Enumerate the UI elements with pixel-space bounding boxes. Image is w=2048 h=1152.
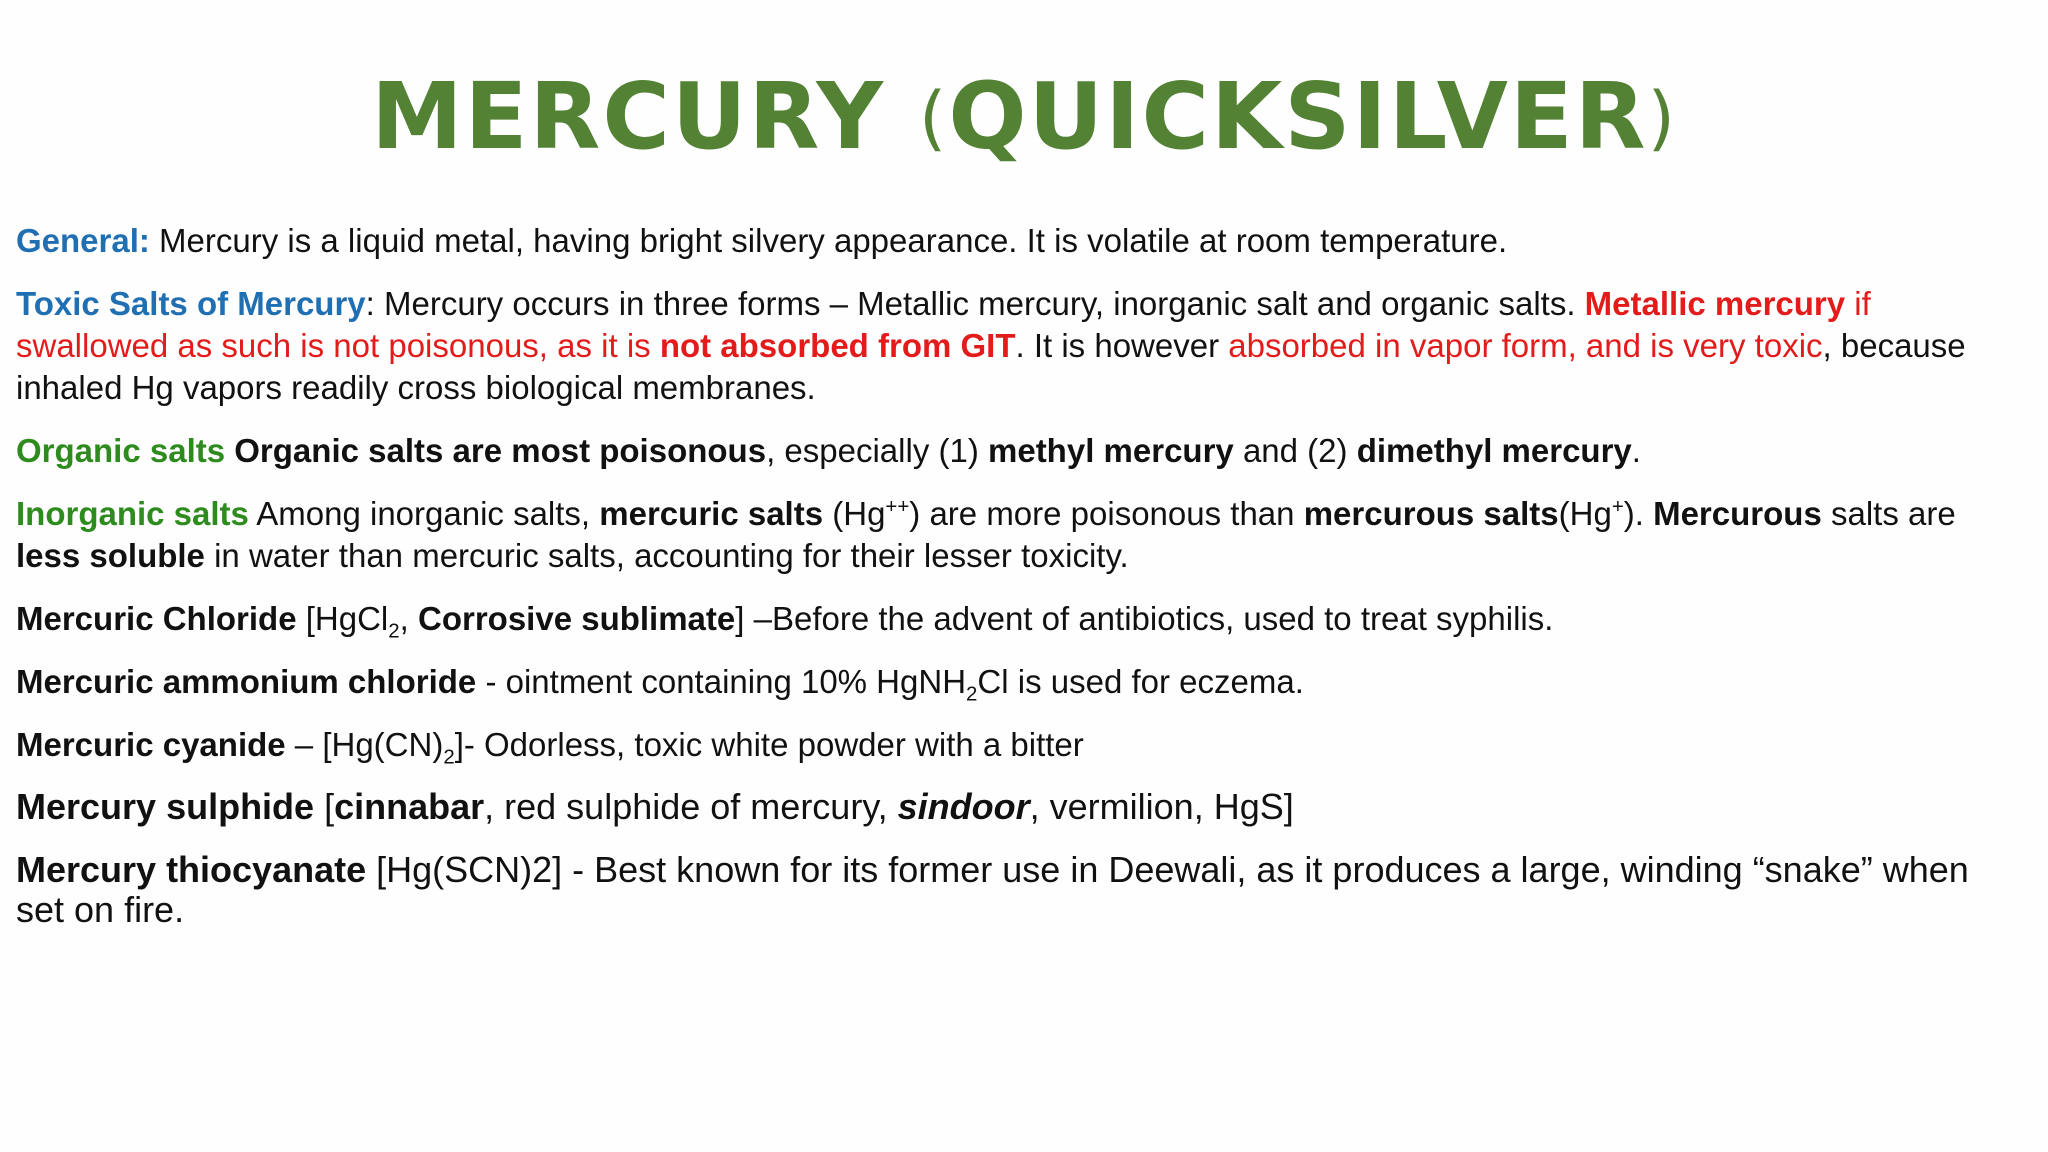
inorganic-text-7: in water than mercuric salts, accounting for their lesser toxicity. xyxy=(204,537,1129,574)
inorganic-salts-paragraph xyxy=(16,493,2026,577)
toxic-red-1: if swallowed as such is not poisonous, as it is xyxy=(16,285,1871,364)
title-main: MERCURY xyxy=(371,63,919,170)
organic-salts-paragraph xyxy=(16,430,2026,472)
title-paren-close: ) xyxy=(1647,77,1677,159)
inorganic-sup-1: ++ xyxy=(885,495,910,518)
inorganic-salts-label: Inorganic salts xyxy=(16,495,249,532)
inorganic-text-5: ). xyxy=(1623,495,1654,532)
general-paragraph xyxy=(16,220,2026,262)
cyanide-text-2: ]- Odorless, toxic white powder with a bitter xyxy=(454,726,1084,763)
toxic-text-2: . It is however xyxy=(1015,327,1229,364)
slide-content xyxy=(16,220,2026,953)
organic-text-2: and (2) xyxy=(1233,432,1357,469)
mercury-sulphide-paragraph xyxy=(16,787,2026,827)
organic-salts-label: Organic salts xyxy=(16,432,226,469)
inorganic-text-2: (Hg xyxy=(823,495,886,532)
cyanide-text-1: – [Hg(CN) xyxy=(285,726,444,763)
inorganic-text-1: Among inorganic salts, xyxy=(248,495,600,532)
inorganic-text-6: salts are xyxy=(1821,495,1956,532)
organic-bold-2: methyl mercury xyxy=(988,432,1234,469)
thiocyanate-bold-1: Mercury thiocyanate xyxy=(16,849,367,890)
title-inner: QUICKSILVER xyxy=(948,63,1648,170)
general-text: Mercury is a liquid metal, having bright silvery appearance. It is volatile at room temperature. xyxy=(149,222,1508,259)
chloride-text-2: , xyxy=(399,600,418,637)
inorganic-text-3: ) are more poisonous than xyxy=(909,495,1304,532)
organic-bold-1: Organic salts are most poisonous xyxy=(225,432,767,469)
thiocyanate-text-1: [Hg(SCN)2] - Best known for its former use in Deewali, as it produces a large, winding “snake” when set on fire. xyxy=(16,849,1969,930)
toxic-text-3: , because inhaled Hg vapors readily cross biological membranes. xyxy=(16,327,1966,406)
sulphide-bold-1: Mercury sulphide xyxy=(16,786,315,827)
chloride-bold-1: Mercuric Chloride xyxy=(16,600,297,637)
general-label: General: xyxy=(16,222,150,259)
toxic-text-1: : Mercury occurs in three forms – Metallic mercury, inorganic salt and organic salts. xyxy=(365,285,1585,322)
sulphide-text-1: [ xyxy=(314,786,335,827)
inorganic-bold-4: less soluble xyxy=(16,537,205,574)
ammonium-sub-1: 2 xyxy=(966,682,978,706)
ammonium-text-1: - ointment containing 10% HgNH xyxy=(476,663,967,700)
chloride-text-3: ] –Before the advent of antibiotics, used to treat syphilis. xyxy=(735,600,1554,637)
inorganic-bold-3: Mercurous xyxy=(1653,495,1822,532)
title-paren-open: ( xyxy=(919,77,949,159)
inorganic-bold-1: mercuric salts xyxy=(599,495,824,532)
mercuric-cyanide-paragraph xyxy=(16,724,2026,769)
slide-title xyxy=(0,62,2048,173)
toxic-red-2: absorbed in vapor form, and is very toxic xyxy=(1228,327,1823,364)
organic-text-3: . xyxy=(1631,432,1641,469)
organic-text-1: , especially (1) xyxy=(766,432,988,469)
sulphide-text-2: , red sulphide of mercury, xyxy=(484,786,898,827)
sulphide-bold-italic-1: sindoor xyxy=(897,786,1030,827)
organic-bold-3: dimethyl mercury xyxy=(1356,432,1632,469)
toxic-red-bold-2: not absorbed from GIT xyxy=(659,327,1016,364)
toxic-salts-label: Toxic Salts of Mercury xyxy=(16,285,366,322)
mercuric-chloride-paragraph xyxy=(16,598,2026,643)
chloride-bold-2: Corrosive sublimate xyxy=(417,600,736,637)
ammonium-text-2: Cl is used for eczema. xyxy=(977,663,1304,700)
toxic-salts-paragraph xyxy=(16,283,2026,409)
inorganic-bold-2: mercurous salts xyxy=(1303,495,1559,532)
inorganic-sup-2: + xyxy=(1611,495,1624,518)
cyanide-bold-1: Mercuric cyanide xyxy=(16,726,286,763)
mercuric-ammonium-chloride-paragraph xyxy=(16,661,2026,706)
cyanide-sub-1: 2 xyxy=(443,745,455,769)
chloride-text-1: [HgCl xyxy=(296,600,389,637)
ammonium-bold-1: Mercuric ammonium chloride xyxy=(16,663,477,700)
chloride-sub-1: 2 xyxy=(388,619,400,643)
sulphide-bold-2: cinnabar xyxy=(334,786,485,827)
mercury-thiocyanate-paragraph xyxy=(16,850,2026,930)
sulphide-text-3: , vermilion, HgS] xyxy=(1029,786,1294,827)
inorganic-text-4: (Hg xyxy=(1558,495,1612,532)
toxic-red-bold-1: Metallic mercury xyxy=(1584,285,1846,322)
